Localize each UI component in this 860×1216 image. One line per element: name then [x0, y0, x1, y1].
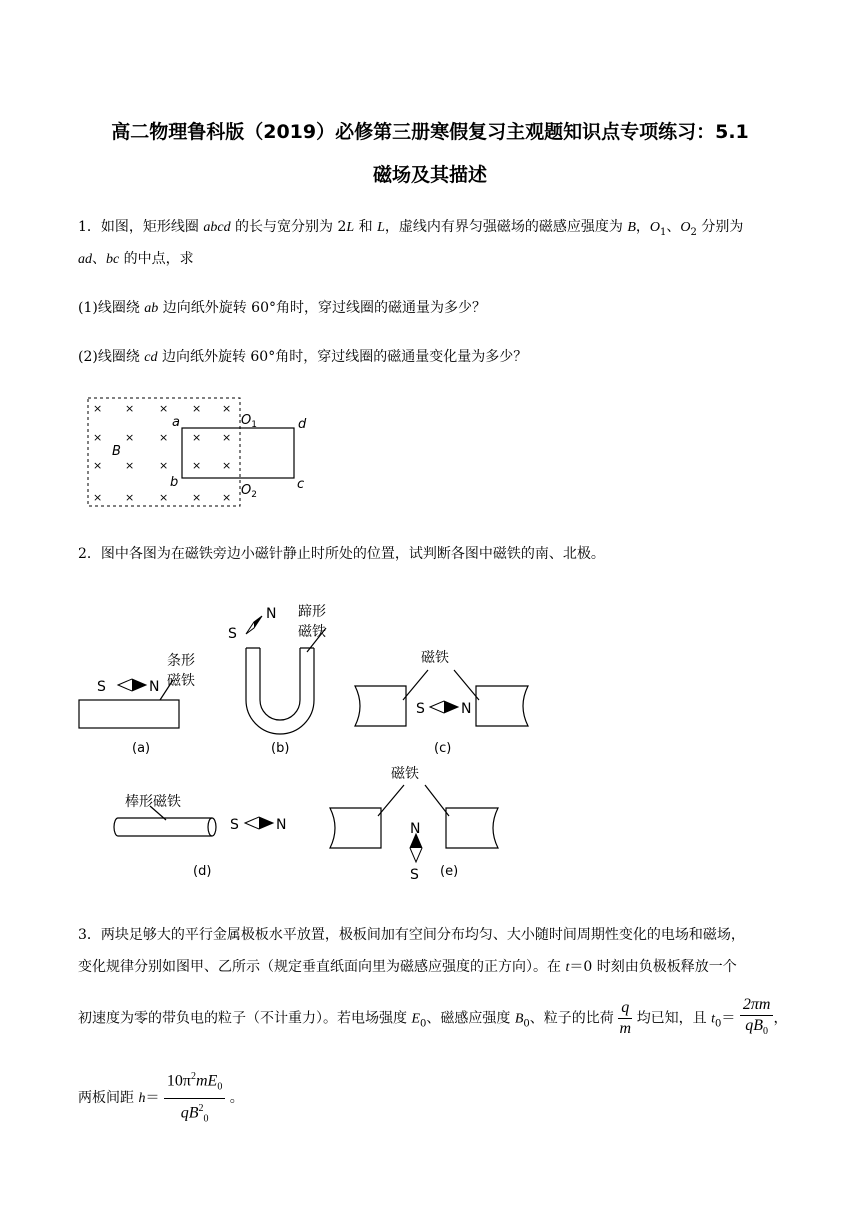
q3-line1: 3．两块足够大的平行金属极板水平放置，极板间加有空间分布均匀、大小随时间周期性变化的电场和磁场， — [78, 927, 745, 943]
svg-text:N: N — [266, 606, 277, 622]
svg-text:×: × — [222, 491, 232, 504]
label-a: a — [172, 415, 180, 430]
svg-text:(e): (e) — [440, 864, 459, 879]
svg-text:磁铁: 磁铁 — [167, 673, 195, 689]
bar-magnet-a — [79, 700, 179, 728]
svg-text:×: × — [93, 459, 103, 472]
magnet-c-left — [355, 686, 406, 726]
svg-text:棒形磁铁: 棒形磁铁 — [125, 794, 181, 810]
q1-line2: ad、bc 的中点，求 — [78, 251, 194, 267]
label-b: b — [170, 475, 179, 490]
svg-text:×: × — [159, 459, 169, 472]
q3-line3: 初速度为零的带负电的粒子（不计重力）。若电场强度 $E_0$、磁感应强度 $B_0$、粒子的比荷 $\frac{q}{m}$ 均已知，且 $t_0=$ $\frac{2\pi m}{qB_0}$ ， — [78, 995, 787, 1042]
svg-text:×: × — [125, 491, 135, 504]
compass-needle-b — [246, 616, 262, 634]
label-d: d — [298, 417, 307, 432]
svg-text:×: × — [93, 431, 103, 444]
svg-text:S: S — [416, 701, 425, 717]
svg-text:×: × — [192, 402, 202, 415]
q1-line1: 1．如图，矩形线圈 abcd 的长与宽分别为 2L 和 L，虚线内有界匀强磁场的磁感应强度为 B，$O_1$、$O_2$ 分别为 — [78, 219, 744, 238]
label-O1: $O_1$ — [241, 413, 257, 430]
q1-sub2: (2)线圈绕 cd 边向纸外旋转 60°角时，穿过线圈的磁通量变化量为多少？ — [78, 349, 528, 365]
svg-text:×: × — [222, 459, 232, 472]
magnet-e-right — [446, 808, 498, 848]
svg-text:N: N — [149, 679, 160, 695]
svg-text:S: S — [97, 679, 106, 695]
q2-text: 2．图中各图为在磁铁旁边小磁针静止时所处的位置，试判断各图中磁铁的南、北极。 — [78, 546, 605, 562]
compass-needle-a — [118, 679, 146, 691]
figure-2-magnets — [70, 590, 550, 890]
compass-needle-c — [430, 701, 458, 713]
svg-text:×: × — [125, 402, 135, 415]
svg-text:磁铁: 磁铁 — [391, 766, 419, 782]
label-c: c — [297, 477, 305, 492]
magnet-c-right — [476, 686, 528, 726]
compass-needle-d — [245, 817, 273, 829]
label-B: B — [112, 444, 121, 459]
svg-text:×: × — [159, 431, 169, 444]
svg-text:S: S — [410, 867, 419, 883]
svg-text:×: × — [125, 431, 135, 444]
svg-text:×: × — [93, 491, 103, 504]
svg-text:×: × — [159, 402, 169, 415]
svg-text:×: × — [192, 431, 202, 444]
svg-text:磁铁: 磁铁 — [298, 624, 326, 640]
svg-text:N: N — [410, 821, 421, 837]
compass-needle-e — [410, 834, 422, 862]
svg-text:×: × — [222, 402, 232, 415]
svg-text:(d): (d) — [193, 864, 212, 879]
svg-text:×: × — [93, 402, 103, 415]
svg-text:(a): (a) — [132, 741, 151, 756]
figure-1-coil-in-field — [80, 392, 330, 512]
svg-text:(c): (c) — [434, 741, 452, 756]
svg-text:N: N — [461, 701, 472, 717]
q3-line4: 两板间距 h＝ $\frac{10\pi^2mE_0}{qB^2_0}$ 。 — [78, 1067, 244, 1129]
label-O2: $O_2$ — [241, 483, 257, 500]
q1-sub1: (1)线圈绕 ab 边向纸外旋转 60°角时，穿过线圈的磁通量为多少？ — [78, 300, 486, 316]
fraction-q-over-m: $\frac{q}{m}$ — [619, 999, 632, 1038]
u-magnet-b — [246, 648, 314, 734]
svg-text:蹄形: 蹄形 — [298, 604, 326, 620]
svg-text:条形: 条形 — [167, 653, 195, 669]
svg-text:×: × — [192, 491, 202, 504]
svg-text:N: N — [276, 817, 287, 833]
svg-text:×: × — [159, 491, 169, 504]
q3-line2: 变化规律分别如图甲、乙所示（规定垂直纸面向里为磁感应强度的正方向）。在 t＝0 时刻由负极板释放一个 — [78, 959, 737, 975]
fraction-t0: $\frac{2\pi m}{qB_0}$ — [740, 995, 774, 1042]
svg-text:(b): (b) — [271, 741, 290, 756]
svg-text:S: S — [228, 626, 237, 642]
svg-text:×: × — [222, 431, 232, 444]
svg-text:×: × — [192, 459, 202, 472]
fraction-h: $\frac{10\pi^2mE_0}{qB^2_0}$ — [164, 1067, 225, 1129]
magnet-e-left — [330, 808, 381, 848]
svg-text:磁铁: 磁铁 — [421, 650, 449, 666]
page-title-line1: 高二物理鲁科版（2019）必修第三册寒假复习主观题知识点专项练习：5.1 — [111, 121, 749, 143]
svg-text:S: S — [230, 817, 239, 833]
svg-text:×: × — [125, 459, 135, 472]
rod-magnet-d — [114, 818, 216, 836]
page-title-line2: 磁场及其描述 — [372, 164, 487, 186]
